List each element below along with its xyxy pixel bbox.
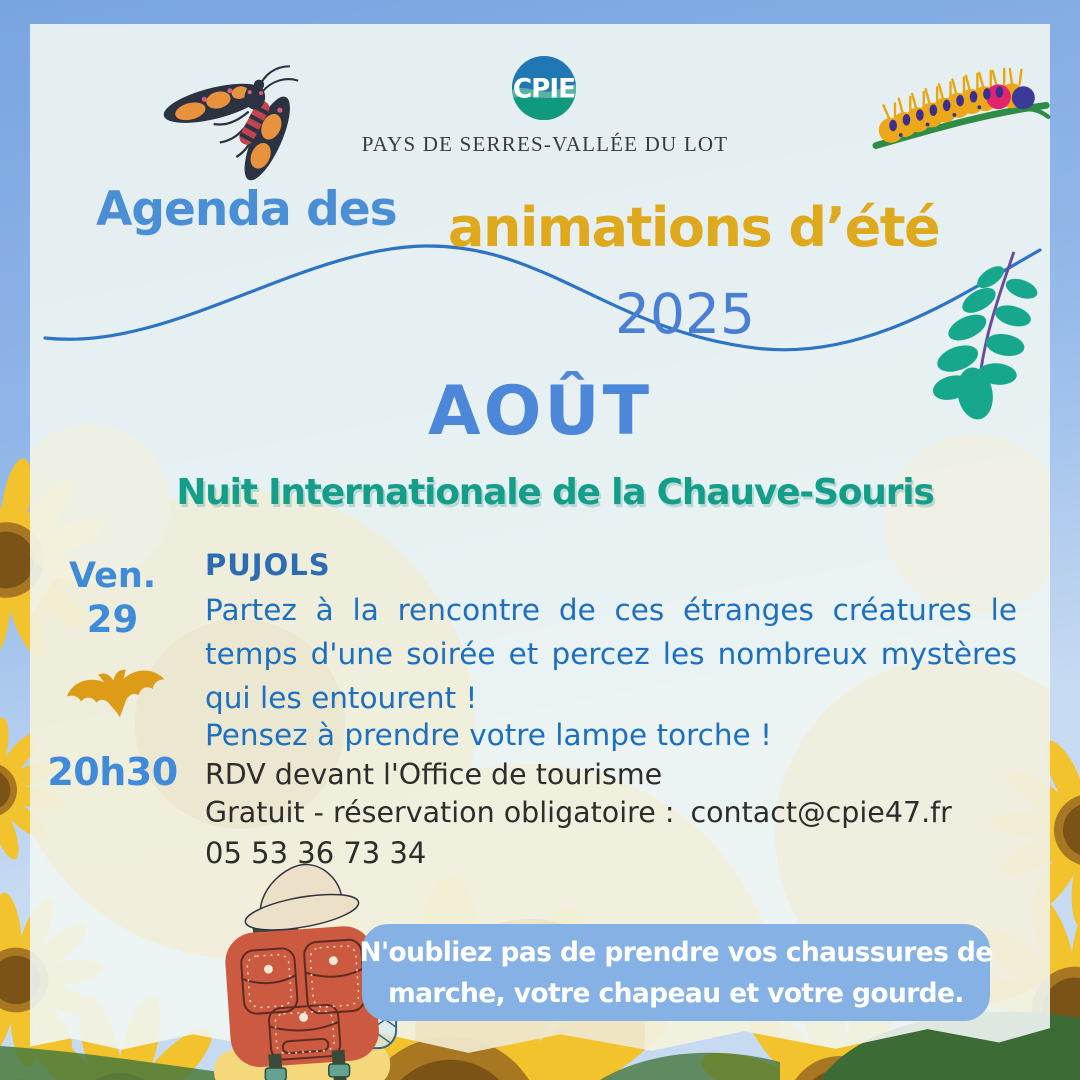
cpie-logo xyxy=(510,54,578,122)
event-phone: 05 53 36 73 34 xyxy=(205,836,427,870)
bat-icon xyxy=(54,649,177,742)
event-booking-label: Gratuit - réservation obligatoire : xyxy=(205,796,675,829)
month-heading: AOÛT xyxy=(427,372,653,451)
event-city: PUJOLS xyxy=(205,548,331,582)
event-meeting-point: RDV devant l'Office de tourisme xyxy=(205,758,663,791)
reminder-line-2: marche, votre chapeau et votre gourde. xyxy=(388,977,964,1009)
title-agenda: Agenda des xyxy=(96,182,397,237)
event-booking-row xyxy=(205,796,952,829)
event-time: 20h30 xyxy=(47,750,178,794)
caterpillar-icon xyxy=(872,46,1054,161)
event-contact-email: contact@cpie47.fr xyxy=(690,796,952,829)
reminder-line-1: N'oubliez pas de prendre vos chaussures de xyxy=(359,936,993,968)
organization-name: PAYS DE SERRES-VALLÉE DU LOT xyxy=(361,132,729,156)
cpie-logo-letters: CPIE xyxy=(512,74,576,105)
event-tip: Pensez à prendre votre lampe torche ! xyxy=(205,718,772,752)
event-date: 29 xyxy=(86,598,139,641)
event-description: Partez à la rencontre de ces étranges créatures le temps d'une soirée et percez les nombreux mystères qui les entourent ! xyxy=(205,593,1017,715)
event-title: Nuit Internationale de la Chauve-Souris xyxy=(176,472,934,513)
title-year: 2025 xyxy=(615,282,755,346)
reminder-note-box xyxy=(359,924,993,1021)
event-day: Ven. xyxy=(68,556,157,596)
moth-icon xyxy=(160,58,325,182)
title-animations: animations d’été xyxy=(448,196,940,259)
